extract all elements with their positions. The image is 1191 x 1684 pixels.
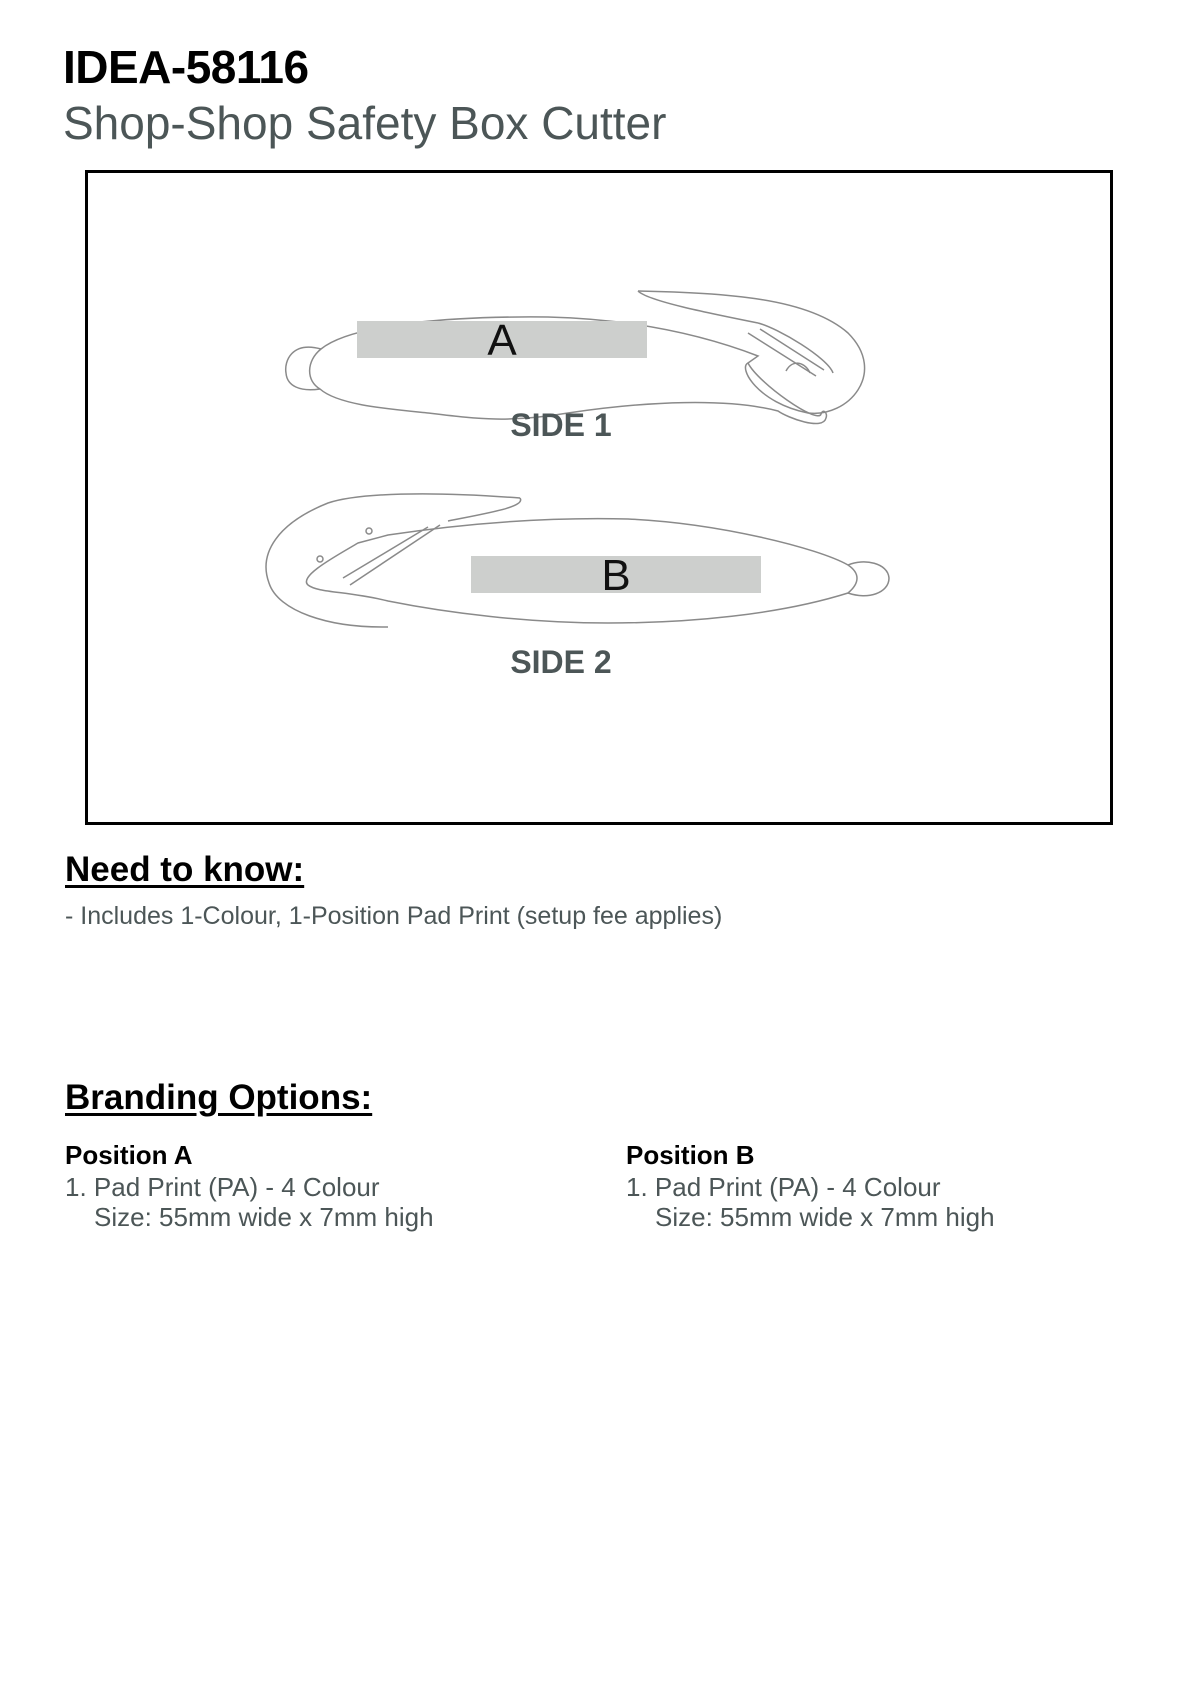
print-area-b-label: B — [601, 551, 631, 600]
product-diagram — [88, 173, 1110, 822]
position-a-size: Size: 55mm wide x 7mm high — [94, 1202, 434, 1232]
print-area-a-label: A — [487, 316, 517, 365]
position-b-method: 1. Pad Print (PA) - 4 Colour — [626, 1172, 941, 1202]
position-a-title: Position A — [65, 1140, 193, 1170]
product-code: IDEA-58116 — [63, 41, 309, 93]
need-to-know-heading: Need to know: — [65, 850, 305, 889]
side-2-label: SIDE 2 — [510, 644, 612, 680]
position-b-title: Position B — [626, 1140, 755, 1170]
branding-options-heading: Branding Options: — [65, 1078, 373, 1117]
branding-position-b — [626, 1140, 995, 1232]
diagram-frame — [85, 170, 1113, 825]
product-name: Shop-Shop Safety Box Cutter — [63, 97, 667, 149]
position-a-method: 1. Pad Print (PA) - 4 Colour — [65, 1172, 380, 1202]
side-1-label: SIDE 1 — [510, 407, 612, 443]
need-to-know-item: - Includes 1-Colour, 1-Position Pad Print (setup fee applies) — [65, 902, 723, 930]
position-b-size: Size: 55mm wide x 7mm high — [655, 1202, 995, 1232]
branding-position-a — [65, 1140, 434, 1232]
